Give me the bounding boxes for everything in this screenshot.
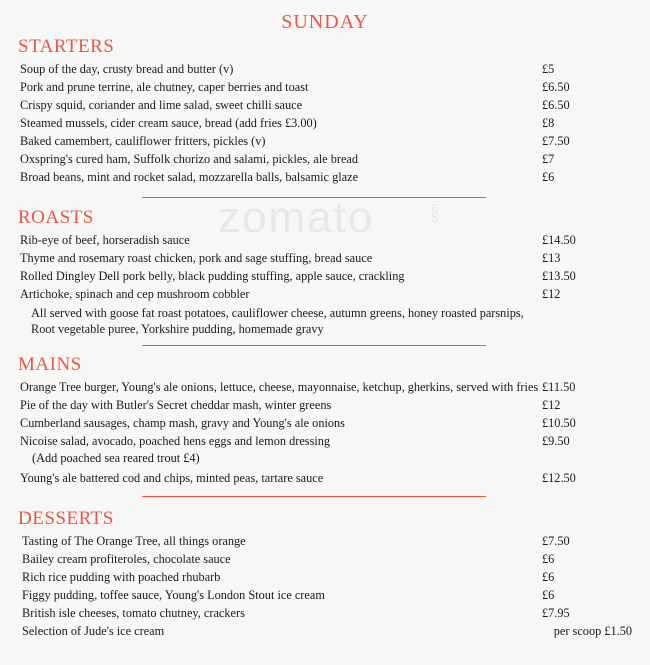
item-price: £6 bbox=[542, 170, 555, 184]
item-name: Cumberland sausages, champ mash, gravy and Young's ale onions bbox=[20, 416, 345, 430]
menu-item bbox=[20, 231, 632, 249]
item-price: £8 bbox=[542, 116, 555, 130]
menu-item bbox=[20, 114, 632, 132]
item-name: Pork and prune terrine, ale chutney, caper berries and toast bbox=[20, 80, 309, 94]
item-name: Crispy squid, coriander and lime salad, sweet chilli sauce bbox=[20, 98, 303, 112]
section-heading-starters: STARTERS bbox=[18, 36, 115, 57]
roasts-served-with-note: All served with goose fat roast potatoes, cauliflower cheese, autumn greens, honey roasted parsnips, bbox=[31, 306, 524, 320]
item-name: Bailey cream profiteroles, chocolate sauce bbox=[22, 552, 231, 566]
menu-item bbox=[20, 78, 632, 96]
section-heading-mains: MAINS bbox=[18, 354, 82, 375]
item-name: Steamed mussels, cider cream sauce, bread (add fries £3.00) bbox=[20, 116, 317, 130]
item-price: £12 bbox=[542, 287, 561, 301]
item-name: Rolled Dingley Dell pork belly, black pudding stuffing, apple sauce, crackling bbox=[20, 269, 405, 283]
zomato-watermark-suffix: .com bbox=[429, 203, 441, 226]
item-price: £6.50 bbox=[542, 98, 570, 112]
item-name: Thyme and rosemary roast chicken, pork and sage stuffing, bread sauce bbox=[20, 251, 373, 265]
menu-item bbox=[20, 414, 632, 432]
item-price: £7.50 bbox=[542, 134, 570, 148]
menu-item bbox=[22, 568, 632, 586]
menu-item bbox=[20, 150, 632, 168]
roasts-served-with-note-line2: Root vegetable puree, Yorkshire pudding, homemade gravy bbox=[31, 322, 324, 336]
zomato-watermark: zomato bbox=[218, 193, 375, 242]
item-name: Soup of the day, crusty bread and butter (v) bbox=[20, 62, 234, 76]
item-price: £6 bbox=[542, 570, 555, 584]
section-divider bbox=[142, 496, 486, 497]
menu-item bbox=[22, 604, 632, 622]
menu-item bbox=[20, 285, 632, 303]
menu-item bbox=[22, 532, 632, 550]
item-price: £7 bbox=[542, 152, 555, 166]
item-name: British isle cheeses, tomato chutney, crackers bbox=[22, 606, 245, 620]
menu-item bbox=[20, 469, 632, 487]
item-name: Nicoise salad, avocado, poached hens eggs and lemon dressing bbox=[20, 434, 331, 448]
item-name: Baked camembert, cauliflower fritters, pickles (v) bbox=[20, 134, 266, 148]
item-price: £7.50 bbox=[542, 534, 570, 548]
trout-addon-note: (Add poached sea reared trout £4) bbox=[32, 451, 200, 465]
section-divider bbox=[142, 345, 486, 346]
menu-item bbox=[20, 168, 632, 186]
section-heading-desserts: DESSERTS bbox=[18, 508, 114, 529]
menu-item bbox=[22, 586, 632, 604]
menu-item bbox=[20, 396, 632, 414]
menu-item bbox=[20, 267, 632, 285]
menu-item bbox=[22, 622, 632, 640]
item-price: £7.95 bbox=[542, 606, 570, 620]
item-name: Artichoke, spinach and cep mushroom cobbler bbox=[20, 287, 250, 301]
item-price: £6.50 bbox=[542, 80, 570, 94]
menu-item bbox=[20, 132, 632, 150]
item-name: Young's ale battered cod and chips, minted peas, tartare sauce bbox=[20, 471, 324, 485]
item-price: £6 bbox=[542, 552, 555, 566]
item-name: Rich rice pudding with poached rhubarb bbox=[22, 570, 221, 584]
menu-item bbox=[20, 378, 632, 396]
item-price: £9.50 bbox=[542, 434, 570, 448]
item-name: Orange Tree burger, Young's ale onions, lettuce, cheese, mayonnaise, ketchup, gherkins, served with fries bbox=[20, 380, 539, 394]
menu-item bbox=[20, 60, 632, 78]
item-name: Rib-eye of beef, horseradish sauce bbox=[20, 233, 190, 247]
item-name: Figgy pudding, toffee sauce, Young's London Stout ice cream bbox=[22, 588, 325, 602]
item-price: £14.50 bbox=[542, 233, 576, 247]
item-price: £13 bbox=[542, 251, 561, 265]
menu-item bbox=[20, 432, 632, 450]
section-divider bbox=[142, 197, 486, 198]
item-name: Oxspring's cured ham, Suffolk chorizo and salami, pickles, ale bread bbox=[20, 152, 359, 166]
item-name: Tasting of The Orange Tree, all things orange bbox=[22, 534, 246, 548]
item-name: Selection of Jude's ice cream bbox=[22, 624, 165, 638]
item-price: per scoop £1.50 bbox=[553, 624, 632, 638]
item-price: £5 bbox=[542, 62, 555, 76]
section-heading-roasts: ROASTS bbox=[18, 207, 94, 228]
item-name: Broad beans, mint and rocket salad, mozzarella balls, balsamic glaze bbox=[20, 170, 359, 184]
item-name: Pie of the day with Butler's Secret cheddar mash, winter greens bbox=[20, 398, 332, 412]
item-price: £12 bbox=[542, 398, 561, 412]
menu-item bbox=[20, 96, 632, 114]
item-price: £6 bbox=[542, 588, 555, 602]
item-price: £11.50 bbox=[542, 380, 576, 394]
item-price: £13.50 bbox=[542, 269, 576, 283]
item-price: £10.50 bbox=[542, 416, 576, 430]
item-price: £12.50 bbox=[542, 471, 576, 485]
menu-item bbox=[22, 550, 632, 568]
menu-item bbox=[20, 249, 632, 267]
menu-title: SUNDAY bbox=[281, 11, 369, 33]
